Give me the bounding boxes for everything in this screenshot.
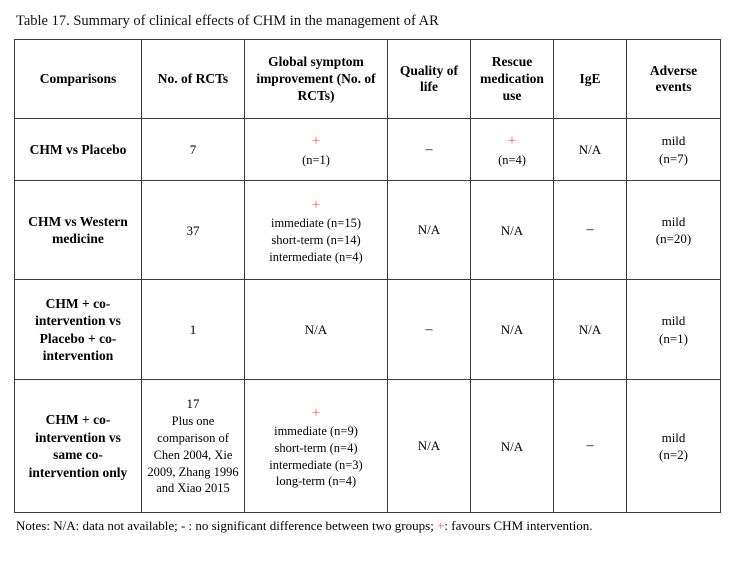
header-adverse-events: Adverse events (627, 40, 721, 119)
plus-symbol: + (311, 196, 321, 213)
row-comparison-label: CHM vs Placebo (15, 119, 142, 181)
row-quality-of-life: N/A (388, 380, 471, 513)
header-comparisons: Comparisons (15, 40, 142, 119)
header-quality-of-life: Quality of life (388, 40, 471, 119)
table-row (15, 380, 721, 513)
rescue-line: N/A (500, 322, 524, 338)
notes-prefix: Notes: N/A: data not available; - : no significant difference between two groups; (16, 518, 438, 534)
row-ige: N/A (554, 119, 627, 181)
rescue-line: (n=4) (498, 152, 526, 167)
adverse-line: mild (661, 429, 686, 445)
table-row (15, 119, 721, 181)
adverse-count: (n=1) (659, 330, 688, 346)
row-adverse-events (627, 280, 721, 380)
rescue-line: N/A (500, 222, 524, 238)
row-rcts (142, 380, 245, 513)
row-ige: – (554, 181, 627, 280)
rcts-value: 37 (186, 222, 200, 238)
row-comparison-label: CHM + co-intervention vs same co-intervention only (15, 380, 142, 513)
rescue-line: N/A (500, 438, 524, 454)
row-adverse-events (627, 181, 721, 280)
row-adverse-events (627, 380, 721, 513)
row-ige: – (554, 380, 627, 513)
row-rcts (142, 119, 245, 181)
adverse-line: mild (661, 213, 686, 229)
global-line: long-term (n=4) (275, 474, 357, 489)
row-quality-of-life: N/A (388, 181, 471, 280)
clinical-effects-table (14, 39, 721, 513)
header-ige: IgE (554, 40, 627, 119)
rcts-note: Plus one comparison of Chen 2004, Xie 2009, Zhang 1996 and Xiao 2015 (147, 413, 239, 496)
adverse-count: (n=20) (655, 231, 692, 247)
global-line: short-term (n=4) (274, 440, 358, 455)
table-row (15, 181, 721, 280)
table-header-row (15, 40, 721, 119)
rcts-value: 1 (189, 322, 197, 338)
row-global-symptom (245, 119, 388, 181)
plus-symbol: + (311, 404, 321, 421)
header-global-symptom-improvement: Global symptom improvement (No. of RCTs) (245, 40, 388, 119)
row-rescue-medication (471, 380, 554, 513)
adverse-count: (n=2) (659, 447, 688, 463)
row-rcts (142, 181, 245, 280)
adverse-line: mild (661, 313, 686, 329)
global-line: N/A (304, 322, 328, 338)
global-line: intermediate (n=4) (269, 249, 363, 264)
notes-plus-symbol: + (437, 518, 445, 534)
global-line: immediate (n=9) (274, 423, 358, 438)
header-rescue-medication-use: Rescue medication use (471, 40, 554, 119)
row-rescue-medication (471, 280, 554, 380)
row-ige: N/A (554, 280, 627, 380)
row-global-symptom (245, 181, 388, 280)
row-rescue-medication (471, 181, 554, 280)
adverse-line: mild (661, 133, 686, 149)
row-comparison-label: CHM vs Western medicine (15, 181, 142, 280)
row-global-symptom (245, 380, 388, 513)
table-row (15, 280, 721, 380)
row-global-symptom (245, 280, 388, 380)
global-line: short-term (n=14) (271, 233, 361, 248)
table-caption: Table 17. Summary of clinical effects of CHM in the management of AR (16, 13, 439, 29)
global-line: (n=1) (302, 152, 330, 167)
global-line: intermediate (n=3) (269, 457, 363, 472)
adverse-count: (n=7) (659, 150, 688, 166)
header-no-of-rcts: No. of RCTs (142, 40, 245, 119)
row-quality-of-life: – (388, 280, 471, 380)
row-rcts (142, 280, 245, 380)
row-rescue-medication (471, 119, 554, 181)
notes-suffix: : favours CHM intervention. (444, 518, 593, 534)
global-line: immediate (n=15) (270, 216, 361, 231)
row-comparison-label: CHM + co-intervention vs Placebo + co-intervention (15, 280, 142, 380)
row-quality-of-life: – (388, 119, 471, 181)
rcts-value: 17 (186, 396, 200, 412)
plus-symbol: + (507, 133, 517, 150)
rcts-value: 7 (189, 142, 197, 158)
plus-symbol: + (311, 133, 321, 150)
table-notes (16, 518, 726, 535)
row-adverse-events (627, 119, 721, 181)
